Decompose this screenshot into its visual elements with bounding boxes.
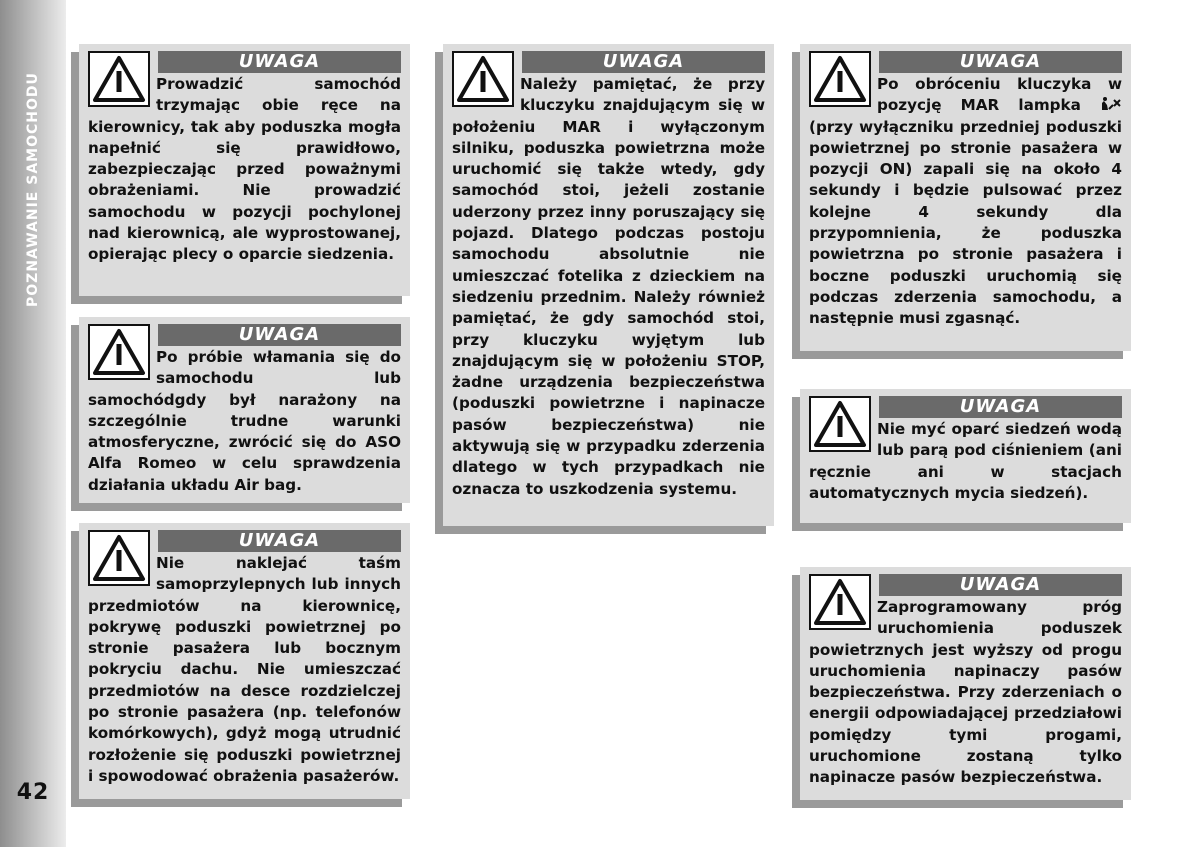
warning-box-1	[79, 44, 410, 296]
warning-box-5	[800, 44, 1131, 351]
warning-text	[809, 74, 1122, 330]
warning-text-part-2: (przy wyłączniku przedniej poduszki powietrznej po stronie pasażera w pozycji ON) zapali się na około 4 sekundy i będzie pulsować przez kolejne 4 sekundy dla przypomnienia, że poduszka powietrzna po stronie pasażera i boczne poduszki uruchomią się podczas zderzenia samochodu, a następnie musi zgasnąć.	[809, 117, 1122, 328]
warning-header: UWAGA	[158, 324, 401, 346]
warning-header: UWAGA	[879, 51, 1122, 73]
warning-box-2	[79, 317, 410, 503]
warning-header: UWAGA	[158, 530, 401, 552]
warning-text: Zaprogramowany próg uruchomienia poduszek powietrznych jest wyższy od progu uruchomienia napinaczy pasów bezpieczeństwa. Przy zderzeniach o energii odpowiadającej przedziałowi pomiędzy tymi progami, uruchomione zostaną tylko napinacze pasów bezpieczeństwa.	[809, 598, 1122, 787]
warning-box-6	[800, 389, 1131, 523]
warning-triangle-icon	[88, 324, 150, 380]
warning-header: UWAGA	[158, 51, 401, 73]
passenger-airbag-lamp-icon	[1100, 96, 1122, 112]
warning-header: UWAGA	[522, 51, 765, 73]
warning-header: UWAGA	[879, 396, 1122, 418]
warning-text-part-1: Po obróceniu kluczyka w pozycję MAR lampka	[877, 75, 1122, 115]
warning-triangle-icon	[809, 574, 871, 630]
warning-text: Prowadzić samochód trzymając obie ręce na kierownicy, tak aby poduszka mogła napełnić się prawidłowo, zabezpieczając przed poważnymi obrażeniami. Nie prowadzić samochodu w pozycji pochylonej nad kierownicą, ale wyprostowanej, opierając plecy o oparcie siedzenia.	[88, 75, 401, 264]
warning-box-4	[443, 44, 774, 526]
warning-text: Nie myć oparć siedzeń wodą lub parą pod ciśnieniem (ani ręcznie ani w stacjach automatycznych mycia siedzeń).	[809, 420, 1122, 502]
warning-triangle-icon	[809, 51, 871, 107]
warning-text: Nie naklejać taśm samoprzylepnych lub innych przedmiotów na kierownicę, pokrywę poduszki powietrznej po stronie pasażera lub bocznym pokryciu dachu. Nie umieszczać przedmiotów na desce rozdzielczej po stronie pasażera (np. telefonów komórkowych), gdyż mogą utrudnić rozłożenie się poduszki powietrznej i spowodować obrażenia pasażerów.	[88, 554, 401, 785]
warning-triangle-icon	[452, 51, 514, 107]
warning-triangle-icon	[88, 51, 150, 107]
warning-box-7	[800, 567, 1131, 800]
warning-header: UWAGA	[879, 574, 1122, 596]
warning-triangle-icon	[88, 530, 150, 586]
warning-text: Po próbie włamania się do samochodu lub samochódgdy był narażony na szczególnie trudne warunki atmosferyczne, zwrócić się do ASO Alfa Romeo w celu sprawdzenia działania układu Air bag.	[88, 348, 401, 494]
page-number: 42	[16, 780, 50, 805]
warning-triangle-icon	[809, 396, 871, 452]
warning-text: Należy pamiętać, że przy kluczyku znajdującym się w położeniu MAR i wyłączonym silniku, poduszka powietrzna może uruchomić się także wtedy, gdy samochód stoi, jeżeli zostanie uderzony przez inny poruszający się pojazd. Dlatego podczas postoju samochodu absolutnie nie umieszczać fotelika z dzieckiem na siedzeniu przednim. Należy również pamiętać, że gdy samochód stoi, przy kluczyku wyjętym lub znajdującym się w położeniu STOP, żadne urządzenia bezpieczeństwa (poduszki powietrzne i napinacze pasów bezpieczeństwa) nie aktywują się w przypadku zderzenia dlatego w tych przypadkach nie oznacza to uszkodzenia systemu.	[452, 75, 765, 498]
warning-box-3	[79, 523, 410, 799]
section-title: POZNAWANIE SAMOCHODU	[25, 72, 41, 308]
